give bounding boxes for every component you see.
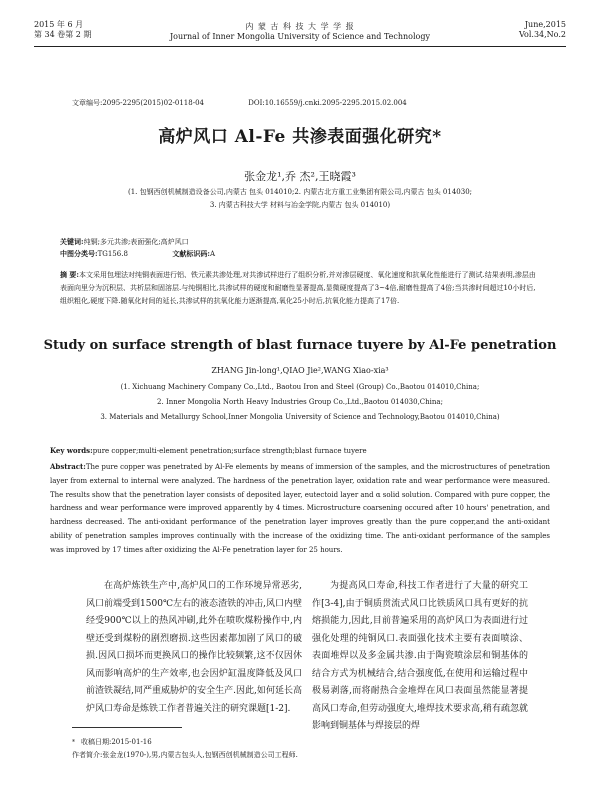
journal-issue-en [519,20,566,40]
classification-row [60,248,540,260]
keywords-label-en: Key words: [50,446,93,455]
volume-issue-en: Vol.34,No.2 [519,30,566,39]
affiliation-cn-line: 3. 内蒙古科技大学 材料与冶金学院,内蒙古 包头 014010) [209,201,391,209]
doc-code-value: A [209,250,216,258]
received-date-text: 收稿日期:2015-01-16 [81,738,152,746]
doc-code-label: 文献标识码: [172,249,210,258]
affiliation-en-line: 3. Materials and Metallurgy School,Inner Mongolia University of Science and Technology,Baotou 014010,China) [100,413,500,421]
abstract-cn [60,268,540,308]
keywords-label-cn: 关键词: [60,237,84,246]
abstract-en [50,460,550,558]
abstract-label-en: Abstract: [50,462,86,471]
author-bio: 作者简介:张金龙(1970-),男,内蒙古包头人,包钢西创机械制造公司工程师. [72,751,298,759]
issue-date-cn: 2015 年 6 月 [34,20,84,29]
body-paragraph-left: 在高炉炼铁生产中,高炉风口的工作环境异常恶劣,风口前端受到1500℃左右的液态渣铁的冲击,风口内壁经受900℃以上的热风冲刷,此外在喷吹煤粉操作中,内壁还受到煤粉的剧烈磨损.这些因素都加剧了风口的破损.因风口损坏而更换风口的操作比较频繁,这不仅因休风而影响高炉的生产效率,也会因炉缸温度降低及风口前渣铁凝结,同严重威胁炉的安全生产.因此,如何延长高炉风口寿命是炼铁工作者普遍关注的研究课题[1-2]. [86,581,302,714]
article-meta [72,98,447,108]
clc-value: TG156.8 [97,250,128,258]
abstract-label-cn: 摘 要: [60,270,80,279]
article-id: 文章编号:2095-2295(2015)02-0118-04 [72,99,204,107]
doi: DOI:10.16559/j.cnki.2095-2295.2015.02.004 [248,99,407,107]
authors-en: ZHANG Jin-long¹,QIAO Jie²,WANG Xiao-xia³ [211,366,389,375]
affiliation-cn-line: (1. 包钢西创机械制造设备公司,内蒙古 包头 014010;2. 内蒙古北方重工业集团有限公司,内蒙古 包头 014030; [127,188,473,196]
header-rule [34,46,566,47]
affiliations-cn [60,186,540,212]
issue-date-en: June,2015 [524,20,566,29]
journal-name [150,22,450,42]
footnote [72,736,298,762]
clc-label: 中图分类号: [60,249,98,258]
keywords-text-en: pure copper;multi-element penetration;surface strength;blast furnace tuyere [92,447,367,455]
keywords-text-cn: 纯铜;多元共渗;表面强化;高炉风口 [83,238,189,246]
keywords-block-cn [60,236,540,260]
body-paragraph-right: 为提高风口寿命,科技工作者进行了大量的研究工作[3-4],由于铜质贯流式风口比铁质风口具有更好的抗熔损能力,因此,目前普遍采用的高炉风口为表面进行过强化处理的纯铜风口.表面强化技术主要有表面喷涂、表面堆焊以及多金属共渗.由于陶瓷喷涂层和铜基体的结合方式为机械结合,结合强度低,在使用和运输过程中极易剥落,而将耐热合金堆焊在风口表面虽然能显著提高风口寿命,但劳动强度大,堆焊技术要求高,稍有疏忽就影响到铜基体与焊接层的焊 [312,581,528,731]
footnote-rule [72,727,182,728]
abstract-text-en: The pure copper was penetrated by Al-Fe elements by means of immersion of the samples, and the microstructures of penetration layer from external to internal were analyzed. The hardness of the penetration layer, oxidation rate and wear performance were measured. The results show that the penetration layer consists of deposited layer, eutectoid layer and α solid solution. Compared with pure copper, the hardness and wear performance were improved apparently by 4 times. Microstructure coarsening occured after 10 hours' penetration, and hardness decreased. The anti-oxidant performance of the penetration layer improves greatly than the pure copper,and the anti-oxidant ability of penetration samples improves continually with the increase of the oxidizing time. The anti-oxidant performance of the samples was improved by 17 times after oxidizing the Al-Fe penetration layer for 25 hours. [50,463,550,554]
affiliation-en-line: 2. Inner Mongolia North Heavy Industries Group Co.,Ltd.,Baotou 014030,China; [157,398,443,406]
volume-issue-cn: 第 34 卷第 2 期 [34,30,92,39]
received-date [72,736,298,749]
journal-issue-date [34,20,91,40]
authors-cn: 张金龙¹,乔 杰²,王晓霞³ [244,170,356,183]
paper-title-cn: 高炉风口 Al-Fe 共渗表面强化研究* [158,127,442,147]
footnote-mark: * [72,739,75,746]
affiliations-en [60,380,540,425]
keywords-en [50,446,550,455]
affiliation-en-line: (1. Xichuang Machinery Company Co.,Ltd., Baotou Iron and Steel (Group) Co.,Baotou 014010,China; [120,383,480,391]
journal-name-cn: 内 蒙 古 科 技 大 学 学 报 [245,22,355,31]
journal-name-en: Journal of Inner Mongolia University of Science and Technology [169,32,431,41]
keywords-cn [60,236,540,248]
paper-title-en: Study on surface strength of blast furnace tuyere by Al-Fe penetration [43,338,557,353]
abstract-text-cn: 本文采用包埋法对纯铜表面进行铝、铁元素共渗处理,对共渗试样进行了组织分析,并对渗层硬度、氧化速度和抗氧化性能进行了测试.结果表明,渗层由表面向里分为沉积层、共析层和固溶层.与纯铜相比,共渗试样的硬度和耐磨性显著提高,显微硬度提高了3~4倍,耐磨性提高了4倍;当共渗时间超过10小时后,组织粗化,硬度下降.随氧化时间的延长,共渗试样的抗氧化能力逐渐提高,氧化25小时后,抗氧化能力提高了17倍. [60,271,536,305]
